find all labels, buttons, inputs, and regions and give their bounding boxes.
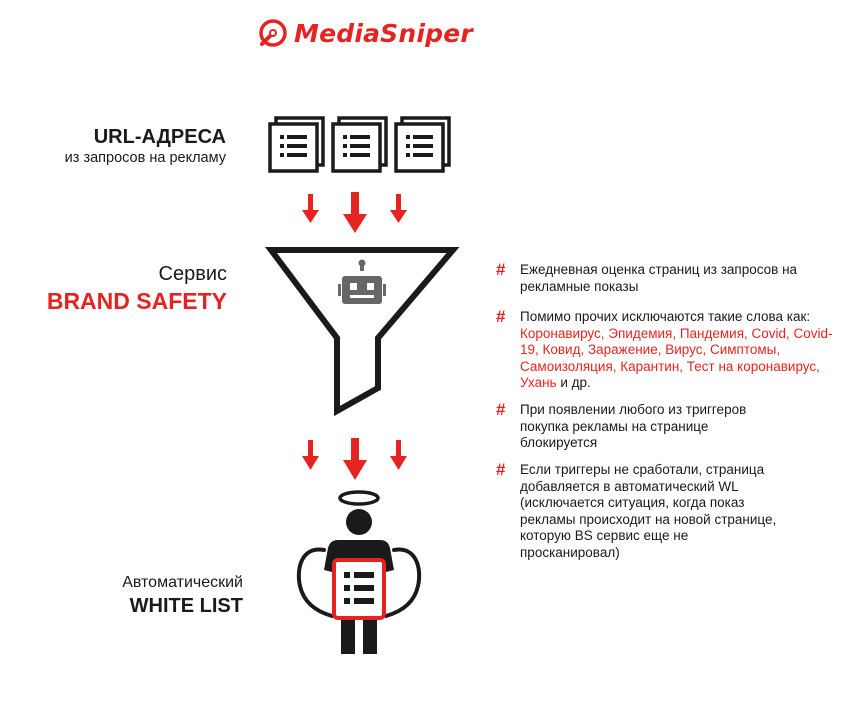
bullet-3 [496,402,846,452]
arrows-row-2 [296,434,416,486]
down-arrow-icon [302,194,319,223]
down-arrow-icon [343,438,367,480]
hash-marker: # [496,400,506,419]
service-name: BRAND SAFETY [46,288,227,314]
service-label-block [0,263,227,315]
document-list-icon [396,118,449,171]
bullet-2-intro: Помимо прочих исключаются такие слова как: [520,309,811,324]
url-title: URL-АДРЕСА [93,126,226,148]
angel-icon [294,488,424,660]
url-subtitle: из запросов на рекламу [64,150,226,166]
logo-text: MediaSniper [294,18,473,48]
bullet-4 [496,462,846,561]
whitelist-label-block [0,574,243,618]
document-list-icon [270,118,323,171]
bullet-2-text [520,309,844,392]
whitelist-name: WHITE LIST [129,595,243,617]
hash-marker: # [496,460,506,479]
bullet-2 [496,309,846,392]
bullet-1 [496,262,846,295]
bullet-2-tail: и др. [556,375,591,390]
whitelist-prefix: Автоматический [122,574,243,591]
bullet-1-text: Ежедневная оценка страниц из запросов на рекламные показы [520,262,798,294]
target-icon [258,18,288,48]
down-arrow-icon [390,194,407,223]
service-prefix: Сервис [158,263,227,285]
bullet-3-text: При появлении любого из триггеров покупка рекламы на странице блокируется [520,402,747,450]
document-list-icons [266,115,456,173]
funnel-icon [262,243,462,419]
hash-marker: # [496,260,506,279]
down-arrow-icon [390,440,407,470]
arrows-row-1 [296,190,416,236]
hash-marker: # [496,307,506,326]
url-label-block [0,126,226,166]
bullet-4-text: Если триггеры не сработали, страница добавляется в автоматический WL (исключается ситуация, когда показ рекламы происходит на новой странице, которую BS сервис еще не просканировал) [520,462,777,560]
down-arrow-icon [343,192,367,233]
logo [258,18,473,48]
bullet-2-words: Коронавирус, Эпидемия, Пандемия, Covid, Covid-19, Ковид, Заражение, Вирус, Симптомы, Самоизоляция, Карантин, Тест на коронавирус, Ухань [520,325,833,390]
down-arrow-icon [302,440,319,470]
document-list-icon [333,118,386,171]
